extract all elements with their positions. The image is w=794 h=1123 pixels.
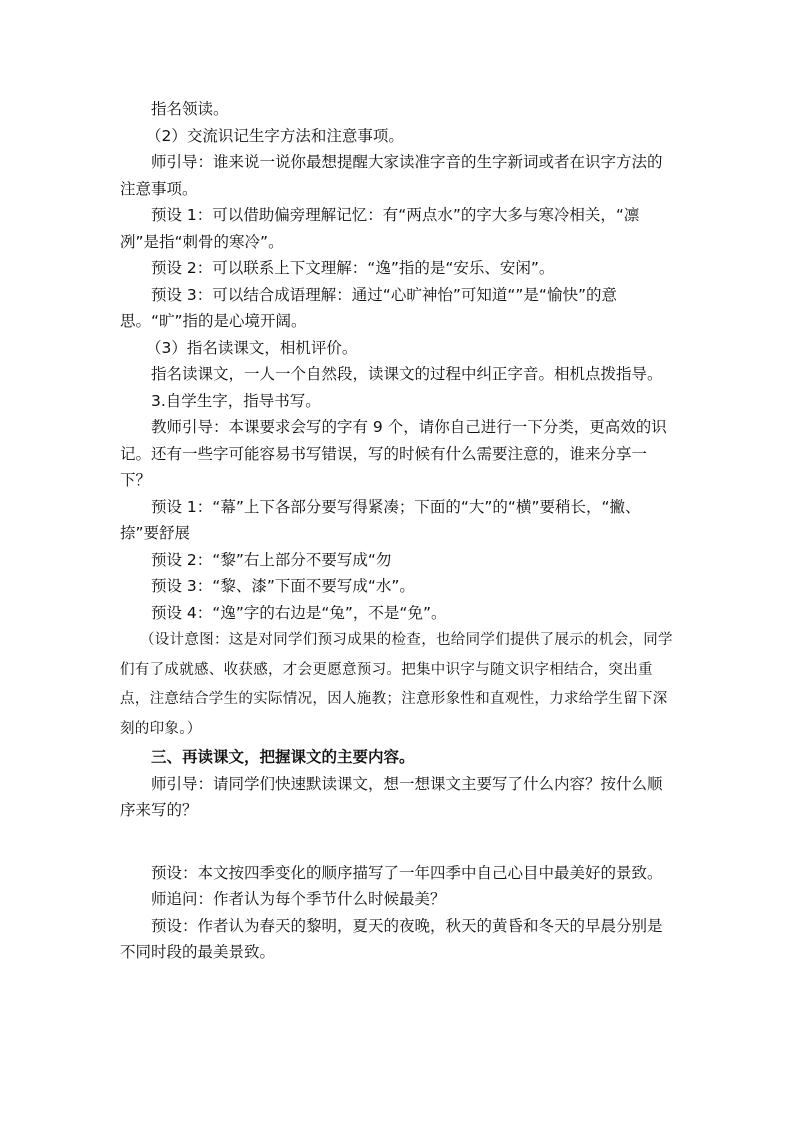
paragraph: 预设 3：“黎、漆”下面不要写成“水”。 [151,577,415,595]
blank-line [120,824,676,860]
paragraph: 3.自学生字，指导书写。 [151,391,321,410]
paragraph: 预设 1：可以借助偏旁理解记忆：有“两点水”的字大多与寒冷相关，“凛冽”是指“刺骨的寒冷”。 [120,206,640,251]
paragraph: 指名读课文，一人一个自然段，读课文的过程中纠正字音。相机点拨指导。 [151,365,663,383]
paragraph: （2）交流识记生字方法和注意事项。 [146,126,404,145]
paragraph: 教师引导：本课要求会写的字有 9 个，请你自己进行一下分类，更高效的识记。还有一些字可能容易书写错误，写的时候有什么需要注意的，谁来分享一下？ [120,418,667,489]
paragraph: （3）指名读课文，相机评价。 [146,338,358,357]
document-body [120,96,676,966]
paragraph: 师追问：作者认为每个季节什么时候最美？ [151,890,446,908]
design-intent-note: （设计意图：这是对同学们预习成果的检查，也给同学们提供了展示的机会，同学们有了成就感、收获感，才会更愿意预习。把集中识字与随文识字相结合，突出重点，注意结合学生的实际情况，因人施教；注意形象性和直观性，力求给学生留下深刻的印象。） [120,632,673,737]
paragraph: 指名领读。 [151,100,229,118]
paragraph: 师引导：请同学们快速默读课文，想一想课文主要写了什么内容？按什么顺序来写的？ [120,774,663,819]
paragraph: 预设：本文按四季变化的顺序描写了一年四季中自己心目中最美好的景致。 [151,863,663,882]
paragraph: 预设 3：可以结合成语理解：通过“心旷神怡”可知道“”是“愉快”的意思。“旷”指的是心境开阔。 [120,285,617,330]
paragraph: 预设 1：“幕”上下各部分要写得紧凑；下面的“大”的“横”要稍长，“撇、捺”要舒展 [120,497,641,542]
paragraph: 师引导：谁来说一说你最想提醒大家读准字音的生字新词或者在识字方法的注意事项。 [120,153,663,198]
paragraph: 预设 2：可以联系上下文理解：“逸”指的是“安乐、安闲”。 [151,259,555,277]
paragraph: 预设 4：“逸”字的右边是“兔”，不是“免”。 [151,603,447,622]
paragraph: 预设：作者认为春天的黎明，夏天的夜晚，秋天的黄昏和冬天的早晨分别是不同时段的最美景致。 [120,916,663,961]
paragraph: 预设 2：“黎”右上部分不要写成“勿 [151,550,392,569]
section-heading: 三、再读课文，把握课文的主要内容。 [151,748,415,766]
